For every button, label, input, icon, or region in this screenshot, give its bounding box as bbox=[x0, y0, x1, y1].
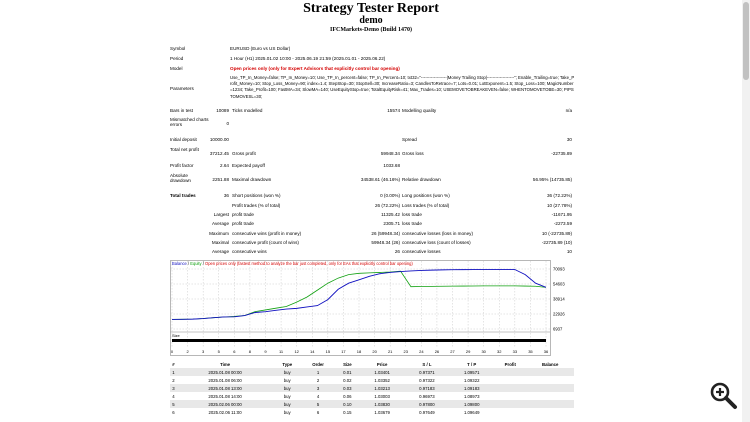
summary-category: Average bbox=[211, 221, 229, 226]
stat-label: Total net profit bbox=[170, 147, 199, 152]
summary-value: 26 (72.22%) bbox=[374, 203, 400, 208]
y-tick-label: 6937 bbox=[553, 326, 563, 332]
table-cell: 5 bbox=[170, 400, 177, 408]
table-cell: 1.09800 bbox=[449, 400, 494, 408]
table-cell: 0.02 bbox=[335, 376, 360, 384]
x-tick-label: 27 bbox=[450, 349, 455, 354]
column-header: Size bbox=[335, 360, 360, 368]
table-cell: 1.09571 bbox=[449, 368, 494, 376]
column-header: # bbox=[170, 360, 177, 368]
table-cell: 0.97371 bbox=[405, 368, 450, 376]
stat-label: Gross profit bbox=[232, 151, 256, 156]
chart-title-part: Equity bbox=[190, 261, 202, 266]
chart-title-part: / bbox=[201, 261, 206, 266]
stat-label: Absolute drawdown bbox=[170, 173, 191, 184]
x-tick-label: 20 bbox=[372, 349, 377, 354]
table-row bbox=[170, 384, 574, 392]
x-tick-label: 8 bbox=[248, 349, 252, 354]
x-tick-label: 6 bbox=[233, 349, 236, 354]
stat-value: 1033.68 bbox=[383, 163, 400, 168]
table-cell: 1.03401 bbox=[360, 368, 405, 376]
stat-value: -22735.89 bbox=[551, 151, 572, 156]
symbol-value: EURUSD (Euro vs US Dollar) bbox=[230, 46, 291, 51]
table-cell: 0.97322 bbox=[405, 376, 450, 384]
chart-title bbox=[172, 261, 413, 266]
symbol-label: Symbol bbox=[170, 46, 186, 51]
x-tick-label: 12 bbox=[294, 349, 299, 354]
table-cell: 1.09322 bbox=[449, 376, 494, 384]
table-cell: 2025.01.08 00:00 bbox=[177, 368, 273, 376]
summary-value: 11325.42 bbox=[381, 212, 400, 217]
table-cell: 2 bbox=[301, 376, 335, 384]
summary-label: profit trade bbox=[232, 221, 254, 226]
table-cell: buy bbox=[273, 384, 301, 392]
x-tick-label: 17 bbox=[341, 349, 346, 354]
table-cell: 1.09649 bbox=[449, 408, 494, 416]
table-cell: 1 bbox=[170, 368, 177, 376]
summary-value: 59948.34 (26) bbox=[371, 240, 400, 245]
x-tick-label: 30 bbox=[481, 349, 486, 354]
x-tick-label: 9 bbox=[264, 349, 267, 354]
column-header: Order bbox=[301, 360, 335, 368]
summary-label: Short positions (won %) bbox=[232, 193, 281, 198]
table-cell: 2025.02.06 11:00 bbox=[177, 408, 273, 416]
table-cell: buy bbox=[273, 400, 301, 408]
parameters-label: Parameters bbox=[170, 86, 194, 91]
summary-label: consecutive wins bbox=[232, 249, 267, 254]
x-tick-label: 24 bbox=[419, 349, 424, 354]
stat-value: 34538.61 (46.16%) bbox=[360, 177, 400, 182]
scrollbar-thumb[interactable] bbox=[743, 2, 749, 80]
x-tick-label: 0 bbox=[170, 349, 174, 354]
zoom-in-icon[interactable] bbox=[708, 380, 738, 410]
table-cell: 1.09183 bbox=[449, 384, 494, 392]
table-row bbox=[170, 392, 574, 400]
summary-value: 26 bbox=[394, 249, 400, 254]
quality-value: n/a bbox=[565, 108, 572, 113]
summary-value: 10 (-22735.89) bbox=[541, 231, 572, 236]
table-cell: 0.97800 bbox=[405, 400, 450, 408]
summary-category: Maximal bbox=[211, 240, 229, 245]
table-cell: 0.97649 bbox=[405, 408, 450, 416]
stat-value: 59948.34 bbox=[380, 151, 400, 156]
table-cell: 2 bbox=[170, 376, 177, 384]
table-cell bbox=[526, 384, 574, 392]
ticks-value: 15574 bbox=[387, 108, 400, 113]
table-cell bbox=[526, 376, 574, 384]
trades-table bbox=[170, 360, 574, 416]
table-cell: 0.01 bbox=[335, 368, 360, 376]
stat-label: Relative drawdown bbox=[402, 177, 441, 182]
table-cell: buy bbox=[273, 368, 301, 376]
balance-chart bbox=[170, 260, 570, 356]
stat-label: Gross loss bbox=[402, 151, 424, 156]
quality-label: Modelling quality bbox=[402, 108, 437, 113]
stat-value: 37212.45 bbox=[209, 151, 229, 156]
summary-category: Average bbox=[211, 249, 229, 254]
summary-value: 36 (72.22%) bbox=[546, 193, 572, 198]
summary-value: 10 bbox=[566, 249, 572, 254]
stat-label: Expected payoff bbox=[232, 163, 265, 168]
chart-title-part: / bbox=[186, 261, 191, 266]
y-tick-label: 22926 bbox=[553, 311, 565, 317]
x-tick-label: 35 bbox=[528, 349, 533, 354]
x-tick-label: 11 bbox=[279, 349, 284, 354]
period-label: Period bbox=[170, 56, 184, 61]
vertical-scrollbar[interactable] bbox=[742, 0, 750, 422]
summary-value: -11671.95 bbox=[551, 212, 572, 217]
account-name: demo bbox=[359, 15, 383, 26]
x-tick-label: 23 bbox=[403, 349, 408, 354]
table-cell: 0.10 bbox=[335, 400, 360, 408]
summary-value: 26 (59948.34) bbox=[371, 231, 400, 236]
table-cell: 2025.01.08 14:00 bbox=[177, 392, 273, 400]
x-tick-label: 26 bbox=[434, 349, 440, 354]
chart-title-part: Balance bbox=[172, 261, 187, 266]
stat-label: Profit factor bbox=[170, 163, 194, 168]
table-cell: buy bbox=[273, 376, 301, 384]
table-cell bbox=[494, 376, 526, 384]
column-header: Price bbox=[360, 360, 405, 368]
stat-label: Spread bbox=[402, 137, 417, 142]
table-cell: 3 bbox=[301, 384, 335, 392]
table-cell: buy bbox=[273, 392, 301, 400]
x-tick-label: 5 bbox=[217, 349, 220, 354]
table-cell: 4 bbox=[301, 392, 335, 400]
summary-value: 10 (27.78%) bbox=[546, 203, 572, 208]
table-cell: 6 bbox=[301, 408, 335, 416]
summary-label: Long positions (won %) bbox=[402, 193, 450, 198]
table-cell: buy bbox=[273, 408, 301, 416]
size-bar bbox=[172, 339, 546, 342]
table-cell bbox=[494, 408, 526, 416]
x-tick-label: 3 bbox=[202, 349, 205, 354]
table-cell: 2025.02.06 00:00 bbox=[177, 400, 273, 408]
table-cell: 6 bbox=[170, 408, 177, 416]
summary-category: Largest bbox=[213, 212, 229, 217]
bars-label: Bars in test bbox=[170, 108, 193, 113]
summary-label: consecutive profit (count of wins) bbox=[232, 240, 299, 245]
table-cell: 5 bbox=[301, 400, 335, 408]
x-tick-label: 29 bbox=[465, 349, 471, 354]
table-row bbox=[170, 400, 574, 408]
table-cell: 1 bbox=[301, 368, 335, 376]
column-header: Type bbox=[273, 360, 301, 368]
x-tick-label: 36 bbox=[543, 349, 549, 354]
x-tick-label: 32 bbox=[497, 349, 502, 354]
table-cell: 0.06 bbox=[335, 392, 360, 400]
table-cell: 1.03213 bbox=[360, 384, 405, 392]
table-cell: 1.03830 bbox=[360, 400, 405, 408]
table-cell bbox=[494, 392, 526, 400]
table-cell bbox=[526, 408, 574, 416]
report-title: Strategy Tester Report bbox=[303, 1, 439, 16]
stat-value: 10000.00 bbox=[209, 137, 229, 142]
table-cell bbox=[526, 368, 574, 376]
chart-title-part: Open prices only (fastest method to analyze the bar just completed, only for EAs that explicitly control bar opening) bbox=[205, 261, 413, 266]
stat-value: 2.64 bbox=[220, 163, 229, 168]
x-tick-label: 33 bbox=[512, 349, 518, 354]
table-cell: 1.03679 bbox=[360, 408, 405, 416]
summary-label: consecutive wins (profit in money) bbox=[232, 231, 302, 236]
table-cell: 2025.01.08 06:00 bbox=[177, 376, 273, 384]
summary-label: loss trade bbox=[402, 221, 422, 226]
table-row bbox=[170, 376, 574, 384]
table-cell: 0.15 bbox=[335, 408, 360, 416]
model-label: Model bbox=[170, 66, 183, 71]
table-cell bbox=[494, 368, 526, 376]
stat-label: Initial deposit bbox=[170, 137, 197, 142]
summary-label: consecutive loss (count of losses) bbox=[402, 240, 471, 245]
x-tick-label: 18 bbox=[356, 349, 362, 354]
server-name: IFCMarkets-Demo (Build 1470) bbox=[330, 27, 412, 33]
table-cell bbox=[494, 384, 526, 392]
summary-value: -2273.59 bbox=[553, 221, 572, 226]
summary-label: Loss trades (% of total) bbox=[402, 203, 450, 208]
table-cell: 1.03352 bbox=[360, 376, 405, 384]
model-value: Open prices only (only for Expert Advisors that explicitly control bar opening) bbox=[230, 66, 400, 71]
table-cell: 1.08973 bbox=[449, 392, 494, 400]
y-tick-label: 38914 bbox=[553, 296, 565, 302]
summary-label: profit trade bbox=[232, 212, 254, 217]
stat-value: 2251.88 bbox=[212, 177, 229, 182]
table-cell: 4 bbox=[170, 392, 177, 400]
table-cell bbox=[526, 400, 574, 408]
period-value: 1 Hour (H1) 2025.01.02 10:00 - 2025.06.19 21:59 (2025.01.01 - 2025.06.22) bbox=[230, 56, 386, 61]
bars-value: 10089 bbox=[216, 108, 229, 113]
stat-value: 56.95% (14735.85) bbox=[532, 177, 572, 182]
x-tick-label: 14 bbox=[310, 349, 315, 354]
stat-label: Maximal drawdown bbox=[232, 177, 272, 182]
x-tick-label: 2 bbox=[186, 349, 189, 354]
summary-count: 36 bbox=[223, 193, 229, 198]
column-header: S / L bbox=[405, 360, 450, 368]
table-cell: 0.97183 bbox=[405, 384, 450, 392]
table-cell: 0.96973 bbox=[405, 392, 450, 400]
mismatch-label: Mismatched charts errors bbox=[170, 117, 209, 128]
y-tick-label: 54603 bbox=[553, 281, 565, 287]
column-header: Profit bbox=[494, 360, 526, 368]
summary-label: Profit trades (% of total) bbox=[232, 203, 281, 208]
parameters-text: Use_TP_In_Money=false; TP_In_Money=10; Use_TP_In_percent=false; TP_In_Percent=10; txt32="------------------|Money Trailing Stop|-------------------"; Enable_Trailing=true; Take_Profit_Money=10; Stop_Loss_Money=90; index=1.4; StepStop=30; StopSell=30; IncreaseRatio=3; CandlesToRetrace=7; Lots=0.01; LotExponent=1.5; Stop_Loss=100; MagicNumber=1234; Take_Profit=100; FastMA=34; SlowMA=140; UseEquityStop=true; TotalEquityRisk=41; Max_Trades=10; USEMOVETOBREAKEVEN=false; WHENTOMOVETOBE=30; PIPSTOMOVESL=30; bbox=[230, 75, 575, 99]
table-cell: 0.03 bbox=[335, 384, 360, 392]
y-tick-label: 70093 bbox=[553, 266, 565, 272]
summary-value: 0 (0.00%) bbox=[380, 193, 400, 198]
table-cell bbox=[526, 392, 574, 400]
table-row bbox=[170, 368, 574, 376]
column-header: Balance bbox=[526, 360, 574, 368]
table-cell: 2025.01.08 13:00 bbox=[177, 384, 273, 392]
summary-value: -22735.89 (10) bbox=[541, 240, 572, 245]
table-row bbox=[170, 408, 574, 416]
stat-value: 30 bbox=[566, 137, 572, 142]
column-header: Time bbox=[177, 360, 273, 368]
x-tick-label: 15 bbox=[325, 349, 331, 354]
column-header: T / P bbox=[449, 360, 494, 368]
summary-category: Total trades bbox=[170, 193, 196, 198]
size-label: Size bbox=[172, 333, 180, 338]
mismatch-value: 0 bbox=[226, 121, 229, 126]
table-cell bbox=[494, 400, 526, 408]
table-cell: 3 bbox=[170, 384, 177, 392]
summary-label: consecutive losses bbox=[402, 249, 441, 254]
x-tick-label: 21 bbox=[387, 349, 393, 354]
table-cell: 1.03003 bbox=[360, 392, 405, 400]
summary-label: loss trade bbox=[402, 212, 422, 217]
summary-value: 2305.71 bbox=[383, 221, 400, 226]
summary-category: Maximum bbox=[209, 231, 229, 236]
summary-label: consecutive losses (loss in money) bbox=[402, 231, 473, 236]
ticks-label: Ticks modelled bbox=[232, 108, 263, 113]
